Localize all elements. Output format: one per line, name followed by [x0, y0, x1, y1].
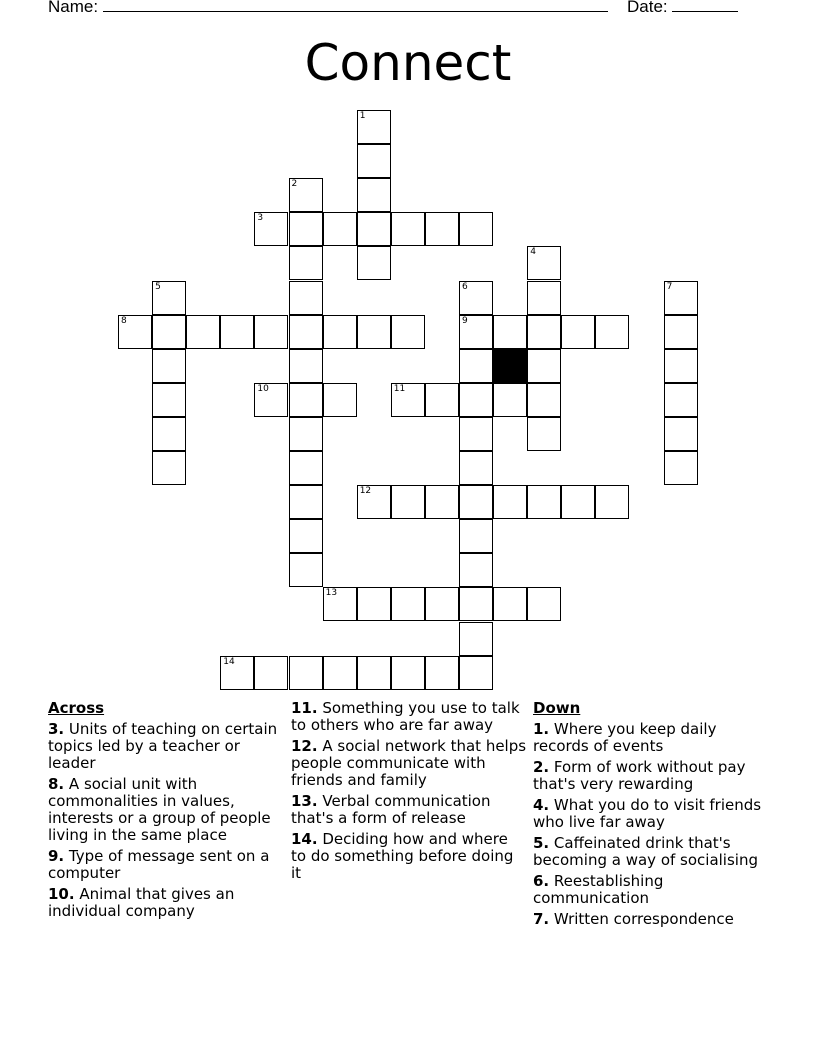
cell-number: 9 [462, 315, 468, 326]
crossword-cell[interactable] [357, 656, 391, 690]
crossword-cell[interactable] [357, 212, 391, 246]
down-clue [533, 721, 773, 755]
down-clue [533, 911, 773, 928]
crossword-cell[interactable] [391, 383, 425, 417]
cell-number: 2 [291, 179, 298, 190]
crossword-cell[interactable] [459, 417, 493, 451]
crossword-cell[interactable] [425, 212, 459, 246]
crossword-cell[interactable] [323, 212, 357, 246]
crossword-cell[interactable] [527, 281, 561, 315]
crossword-cell[interactable] [152, 315, 186, 349]
crossword-cell[interactable] [118, 315, 152, 349]
crossword-cell[interactable] [289, 212, 323, 246]
date-label: Date: [627, 0, 668, 16]
down-clue [533, 797, 773, 831]
crossword-cell[interactable] [459, 587, 493, 621]
crossword-cell[interactable] [152, 451, 186, 485]
crossword-cell[interactable] [459, 485, 493, 519]
clue-text: Type of message sent on a computer [48, 847, 270, 882]
crossword-cell[interactable] [289, 451, 323, 485]
across-heading: Across [48, 699, 105, 717]
cell-number: 11 [393, 383, 406, 394]
crossword-cell[interactable] [289, 656, 323, 690]
across-clues-continued [291, 700, 527, 886]
across-clue [291, 793, 527, 827]
crossword-cell[interactable] [459, 553, 493, 587]
crossword-cell[interactable] [289, 315, 323, 349]
black-square [493, 349, 527, 383]
cell-number: 10 [257, 383, 269, 394]
across-clue [48, 721, 284, 772]
crossword-cell[interactable] [152, 417, 186, 451]
crossword-cell[interactable] [152, 349, 186, 383]
crossword-cell[interactable] [254, 212, 288, 246]
crossword-cell[interactable] [323, 656, 357, 690]
crossword-cell[interactable] [493, 485, 527, 519]
crossword-cell[interactable] [527, 485, 561, 519]
down-clue [533, 835, 773, 869]
cell-number: 13 [325, 588, 338, 599]
crossword-cell[interactable] [561, 485, 595, 519]
clue-number: 4. [533, 796, 550, 814]
crossword-cell[interactable] [459, 451, 493, 485]
crossword-cell[interactable] [357, 587, 391, 621]
clue-text: A social unit with commonalities in values, interests or a group of people living in the same place [48, 775, 271, 844]
crossword-cell[interactable] [220, 656, 254, 690]
cell-number: 7 [666, 281, 673, 292]
crossword-cell[interactable] [459, 349, 493, 383]
crossword-cell[interactable] [459, 622, 493, 656]
crossword-cell[interactable] [254, 315, 288, 349]
clue-text: Form of work without pay that's very rewarding [533, 758, 746, 793]
crossword-cell[interactable] [323, 315, 357, 349]
clue-number: 5. [533, 834, 550, 852]
crossword-cell[interactable] [289, 519, 323, 553]
cell-number: 8 [121, 315, 127, 326]
crossword-cell[interactable] [391, 315, 425, 349]
crossword-cell[interactable] [186, 315, 220, 349]
across-clue [48, 886, 284, 920]
crossword-cell[interactable] [527, 383, 561, 417]
crossword-cell[interactable] [527, 417, 561, 451]
crossword-cell[interactable] [323, 383, 357, 417]
crossword-cell[interactable] [664, 383, 698, 417]
crossword-cell[interactable] [459, 519, 493, 553]
crossword-cell[interactable] [254, 656, 288, 690]
crossword-cell[interactable] [357, 485, 391, 519]
across-clue [48, 776, 284, 844]
crossword-cell[interactable] [289, 417, 323, 451]
crossword-cell[interactable] [391, 485, 425, 519]
crossword-cell[interactable] [289, 178, 323, 212]
crossword-cell[interactable] [289, 349, 323, 383]
cell-number: 5 [155, 281, 161, 292]
clue-number: 8. [48, 775, 65, 793]
crossword-cell[interactable] [493, 383, 527, 417]
crossword-cell[interactable] [459, 383, 493, 417]
crossword-cell[interactable] [357, 144, 391, 178]
clue-number: 9. [48, 847, 65, 865]
crossword-cell[interactable] [289, 281, 323, 315]
crossword-cell[interactable] [527, 587, 561, 621]
crossword-cell[interactable] [357, 315, 391, 349]
crossword-cell[interactable] [459, 315, 493, 349]
across-clue-list [48, 721, 284, 920]
cell-number: 1 [359, 111, 366, 121]
crossword-cell[interactable] [152, 383, 186, 417]
clue-number: 1. [533, 720, 550, 738]
down-clue [533, 873, 773, 907]
cell-number: 3 [257, 213, 264, 224]
crossword-cell[interactable] [493, 315, 527, 349]
across-clue [291, 831, 527, 882]
cell-number: 14 [223, 656, 235, 667]
crossword-cell[interactable] [425, 587, 459, 621]
crossword-cell[interactable] [595, 315, 629, 349]
cell-number: 4 [530, 247, 536, 258]
clue-text: A social network that helps people communicate with friends and family [291, 737, 527, 789]
page-title: Connect [304, 34, 512, 92]
crossword-cell[interactable] [391, 212, 425, 246]
clue-text: Verbal communication that's a form of release [291, 792, 491, 827]
across-clue [48, 848, 284, 882]
clue-number: 7. [533, 910, 550, 928]
name-label: Name: [48, 0, 99, 16]
crossword-cell[interactable] [289, 246, 323, 280]
crossword-cell[interactable] [595, 485, 629, 519]
crossword-cell[interactable] [289, 553, 323, 587]
crossword-cell[interactable] [289, 383, 323, 417]
down-clues [533, 700, 773, 932]
crossword-cell[interactable] [664, 349, 698, 383]
crossword-cell[interactable] [459, 212, 493, 246]
across-clue [291, 700, 527, 734]
across-clues [48, 700, 284, 924]
crossword-cell[interactable] [425, 656, 459, 690]
crossword-cell[interactable] [357, 246, 391, 280]
clue-number: 6. [533, 872, 550, 890]
crossword-cell[interactable] [357, 178, 391, 212]
clue-number: 11. [291, 699, 318, 717]
crossword-cell[interactable] [459, 281, 493, 315]
crossword-cell[interactable] [664, 417, 698, 451]
clue-text: Animal that gives an individual company [48, 885, 235, 920]
clue-text: Something you use to talk to others who are far away [291, 699, 520, 734]
down-clue [533, 759, 773, 793]
crossword-cell[interactable] [254, 383, 288, 417]
down-clue-list [533, 721, 773, 928]
crossword-cell[interactable] [289, 485, 323, 519]
crossword-cell[interactable] [323, 587, 357, 621]
crossword-cell[interactable] [391, 656, 425, 690]
crossword-cell[interactable] [425, 383, 459, 417]
clue-text: Written correspondence [549, 910, 734, 928]
crossword-cell[interactable] [220, 315, 254, 349]
cell-number: 12 [359, 486, 372, 497]
clue-number: 10. [48, 885, 75, 903]
crossword-cell[interactable] [493, 587, 527, 621]
crossword-cell[interactable] [425, 485, 459, 519]
cell-number: 6 [462, 281, 468, 292]
crossword-cell[interactable] [152, 281, 186, 315]
crossword-cell[interactable] [561, 315, 595, 349]
crossword-cell[interactable] [459, 656, 493, 690]
clue-text: Deciding how and where to do something before doing it [291, 830, 514, 882]
crossword-cell[interactable] [664, 315, 698, 349]
clue-number: 2. [533, 758, 550, 776]
across-clue-list-continued [291, 700, 527, 882]
clue-text: Units of teaching on certain topics led by a teacher or leader [48, 720, 278, 772]
across-clue [291, 738, 527, 789]
crossword-cell[interactable] [664, 451, 698, 485]
clue-text: Reestablishing communication [533, 872, 664, 907]
clue-number: 12. [291, 737, 318, 755]
crossword-cell[interactable] [357, 110, 391, 144]
crossword-cell[interactable] [664, 281, 698, 315]
down-heading: Down [533, 699, 581, 717]
crossword-cell[interactable] [527, 246, 561, 280]
clue-text: Caffeinated drink that's becoming a way of socialising [533, 834, 758, 869]
clue-text: Where you keep daily records of events [533, 720, 717, 755]
crossword-cell[interactable] [527, 349, 561, 383]
clue-text: What you do to visit friends who live far away [533, 796, 762, 831]
crossword-cell[interactable] [527, 315, 561, 349]
clue-number: 14. [291, 830, 318, 848]
crossword-cell[interactable] [391, 587, 425, 621]
clue-number: 3. [48, 720, 65, 738]
clue-number: 13. [291, 792, 318, 810]
